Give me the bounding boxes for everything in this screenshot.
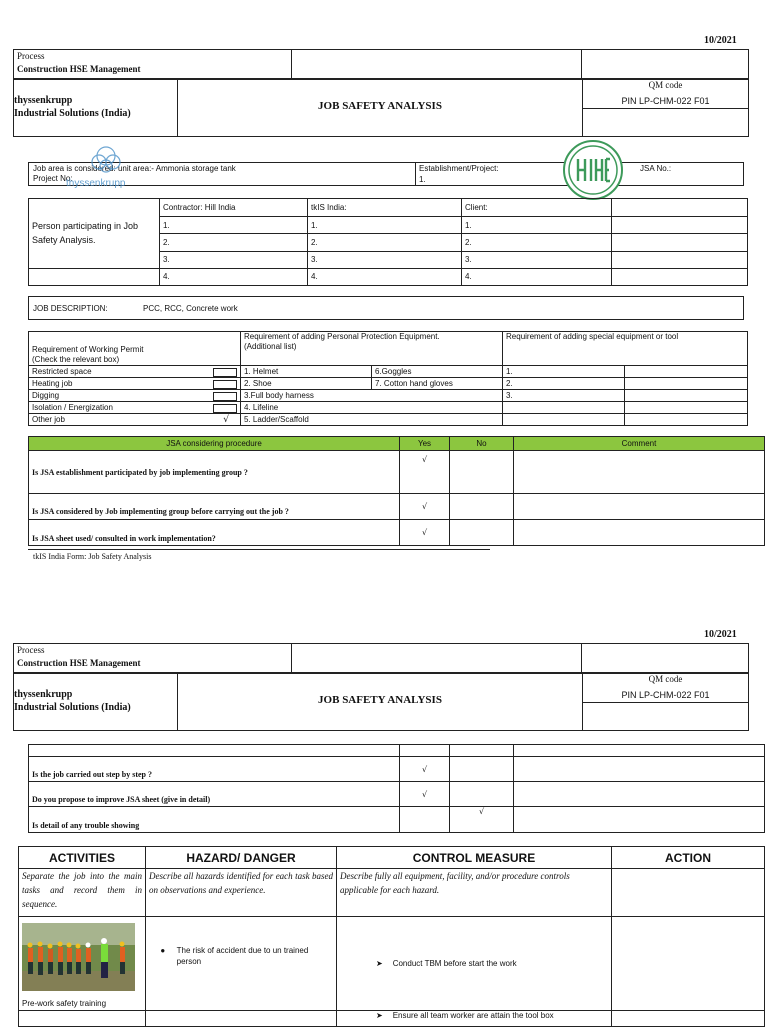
jsa-question: Is JSA considered by Job implementing group before carrying out the job ?: [29, 494, 400, 520]
permit-checkbox[interactable]: [213, 392, 237, 401]
no-header: No: [450, 437, 514, 451]
job-description-box: [28, 296, 744, 320]
document-title: JOB SAFETY ANALYSIS: [318, 100, 442, 112]
permit-checkbox[interactable]: [213, 380, 237, 389]
company-name: thyssenkrupp: [14, 95, 73, 106]
jsa-no-label: JSA No.:: [640, 164, 672, 173]
jsa-question: Do you propose to improve JSA sheet (give in detail): [29, 782, 400, 807]
date-label: 10/2021: [704, 35, 737, 46]
no-tick: [450, 451, 514, 494]
other-job-tick: √: [223, 414, 229, 425]
job-area-label: Job area is considered: unit area:- Ammonia storage tank: [33, 164, 236, 173]
participant-cell: 3.: [160, 251, 308, 268]
permit-subtitle: (Check the relevant box): [32, 355, 120, 364]
permit-item: Isolation / Energization: [32, 402, 113, 412]
comment-header: Comment: [514, 437, 765, 451]
job-description-value: PCC, RCC, Concrete work: [143, 304, 238, 313]
permit-item: Other job: [32, 414, 65, 424]
jsa-question: Is JSA establishment participated by job implementing group ?: [29, 451, 400, 494]
special-item: 2.: [503, 378, 625, 390]
permit-item: Heating job: [32, 378, 73, 388]
requirements-table: [28, 331, 748, 426]
permit-checkbox[interactable]: [213, 404, 237, 413]
activity-label: Pre-work safety training: [22, 999, 107, 1008]
ppe-title: Requirement of adding Personal Protection Equipment.: [244, 332, 440, 341]
participant-cell: 4.: [308, 268, 462, 285]
yes-tick: √: [400, 520, 450, 546]
participant-cell: 2.: [308, 234, 462, 251]
bullet-icon: ●: [160, 946, 166, 955]
document-title: JOB SAFETY ANALYSIS: [318, 694, 442, 706]
establishment-label: Establishment/Project:: [419, 164, 499, 173]
ppe-item: 5. Ladder/Scaffold: [241, 414, 503, 426]
hill-india-logo: [562, 139, 624, 206]
participant-cell: 1.: [308, 217, 462, 234]
process-value: Construction HSE Management: [17, 658, 141, 668]
control-item: Ensure all team worker are attain the tool box: [392, 1011, 554, 1020]
participant-cell: 1.: [160, 217, 308, 234]
no-tick: [450, 757, 514, 782]
permit-checkbox[interactable]: [213, 368, 237, 377]
company-division: Industrial Solutions (India): [14, 108, 131, 119]
qm-code-label: QM code: [648, 674, 683, 684]
ppe-item: 7. Cotton hand gloves: [372, 378, 503, 390]
process-label: Process: [17, 645, 45, 655]
footer-divider: [28, 549, 490, 550]
yes-tick: √: [400, 782, 450, 807]
participant-cell: 4.: [462, 268, 612, 285]
qm-code-value: PIN LP-CHM-022 F01: [621, 690, 710, 700]
qm-code-label: QM code: [648, 80, 683, 90]
jsa-procedure-table-continued: [28, 744, 765, 833]
permit-title: Requirement of Working Permit: [32, 345, 144, 354]
participant-cell: 3.: [462, 251, 612, 268]
process-label: Process: [17, 51, 45, 61]
tkis-header: tkIS India:: [308, 199, 462, 217]
ppe-subtitle: (Additional list): [244, 342, 297, 351]
company-name: thyssenkrupp: [14, 689, 73, 700]
hazard-header: HAZARD/ DANGER: [146, 847, 337, 869]
control-measure-header: CONTROL MEASURE: [337, 847, 612, 869]
special-title: Requirement of adding special equipment or tool: [503, 332, 748, 366]
training-photo: [22, 923, 135, 991]
jsa-procedure-table: [28, 436, 765, 546]
arrow-bullet-icon: ➤: [376, 959, 383, 968]
activities-header: ACTIVITIES: [19, 847, 146, 869]
date-label: 10/2021: [704, 629, 737, 640]
establishment-value: 1.: [419, 175, 426, 184]
jsa-procedure-header: JSA considering procedure: [29, 437, 400, 451]
control-item: Conduct TBM before start the work: [392, 959, 517, 968]
yes-tick: √: [400, 494, 450, 520]
jsa-question: Is detail of any trouble showing: [29, 807, 400, 833]
yes-tick: √: [400, 451, 450, 494]
jsa-question: Is the job carried out step by step ?: [29, 757, 400, 782]
hazard-item: The risk of accident due to un trained person: [176, 946, 309, 966]
qm-code-value: PIN LP-CHM-022 F01: [621, 96, 710, 106]
logo-wordmark: thyssenkrupp: [66, 178, 126, 189]
arrow-bullet-icon: ➤: [376, 1011, 383, 1020]
ppe-item: 1. Helmet: [241, 366, 372, 378]
hazard-description: Describe all hazards identified for each task based on observations and experience.: [146, 869, 337, 917]
activities-description: Separate the job into the main tasks and record them in sequence.: [19, 869, 146, 917]
yes-header: Yes: [400, 437, 450, 451]
yes-tick: [400, 807, 450, 833]
participant-cell: 2.: [160, 234, 308, 251]
process-value: Construction HSE Management: [17, 64, 141, 74]
yes-tick: √: [400, 757, 450, 782]
ppe-item: 6.Goggles: [372, 366, 503, 378]
contractor-header: Contractor: Hill India: [160, 199, 308, 217]
special-item: 3.: [503, 390, 625, 402]
action-header: ACTION: [612, 847, 765, 869]
control-description: Describe fully all equipment, facility, and/or procedure controls applicable for each hazard.: [337, 869, 612, 917]
ppe-item: 4. Lifeline: [241, 402, 503, 414]
no-tick: [450, 782, 514, 807]
client-header: Client:: [462, 199, 612, 217]
ppe-item: 2. Shoe: [241, 378, 372, 390]
permit-item: Restricted space: [32, 366, 92, 376]
participants-label: Person participating in Job Safety Analysis.: [29, 199, 160, 269]
activities-table: [18, 846, 765, 1027]
participant-cell: 3.: [308, 251, 462, 268]
form-footer: tkIS India Form: Job Safety Analysis: [33, 552, 152, 561]
participant-cell: 1.: [462, 217, 612, 234]
permit-item: Digging: [32, 390, 60, 400]
special-item: 1.: [503, 366, 625, 378]
no-tick: √: [450, 807, 514, 833]
participant-cell: 2.: [462, 234, 612, 251]
jsa-question: Is JSA sheet used/ consulted in work implementation?: [29, 520, 400, 546]
no-tick: [450, 520, 514, 546]
participants-table: [28, 198, 748, 286]
participant-cell: 4.: [160, 268, 308, 285]
project-no-label: Project No:: [33, 174, 73, 183]
ppe-item: 3.Full body harness: [241, 390, 503, 402]
company-division: Industrial Solutions (India): [14, 702, 131, 713]
no-tick: [450, 494, 514, 520]
job-description-label: JOB DESCRIPTION:: [33, 304, 108, 313]
